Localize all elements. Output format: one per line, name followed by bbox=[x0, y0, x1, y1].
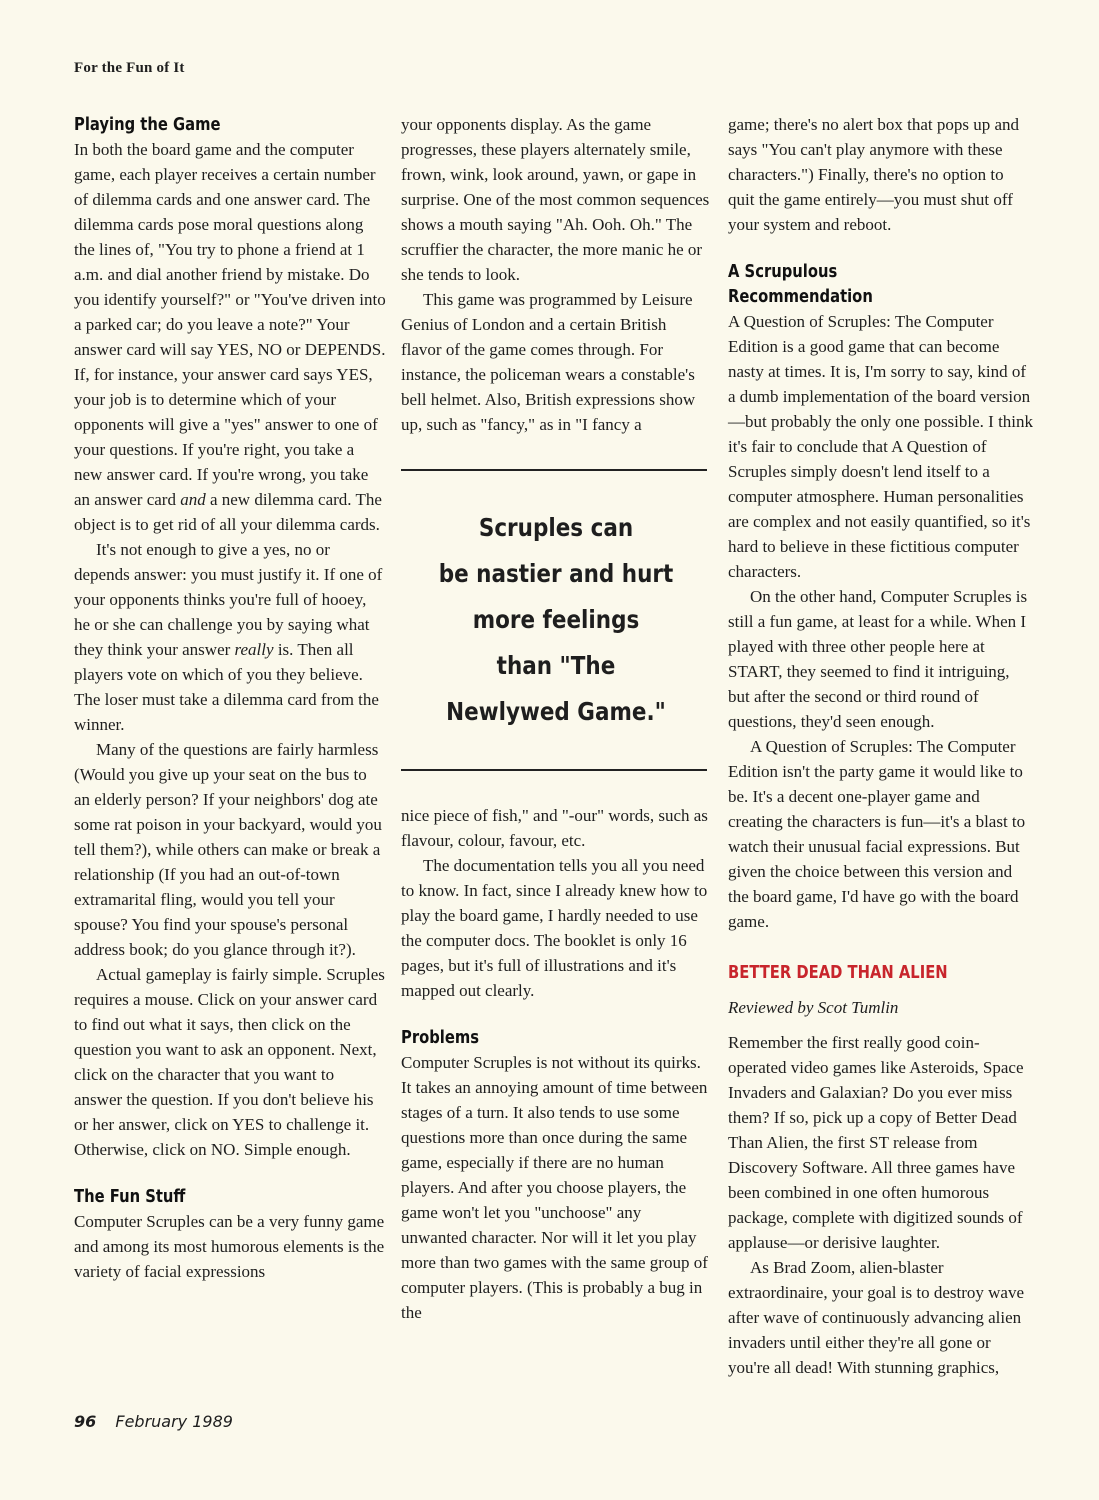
heading-better-dead-than-alien: BETTER DEAD THAN ALIEN bbox=[728, 962, 948, 983]
paragraph: Computer Scruples can be a very funny game and among its most humorous elements is the variety of facial expressions bbox=[74, 1212, 385, 1281]
paragraph: Actual gameplay is fairly simple. Scruples requires a mouse. Click on your answer card to find out what it says, then click on the question you want to ask an opponent. Next, click on the character that you want to answer the question. If you don't believe his or her answer, click on YES to challenge it. Otherwise, click on NO. Simple enough. bbox=[74, 965, 385, 1159]
rule-bottom bbox=[401, 769, 707, 771]
pull-quote-line: Scruples can bbox=[478, 513, 634, 542]
paragraph: The documentation tells you all you need to know. In fact, since I already knew how to play the board game, I hardly needed to use the computer docs. The booklet is only 16 pages, but it's full of illustrations and it's mapped out clearly. bbox=[401, 856, 708, 1000]
paragraph: game; there's no alert box that pops up and says "You can't play anymore with these characters.") Finally, there's no option to quit the game entirely—you must shut off your system and reboot. bbox=[728, 115, 1020, 234]
paragraph: Many of the questions are fairly harmless (Would you give up your seat on the bus to an elderly person? If your neighbors' dog ate some rat poison in your backyard, would you tell them?), while others can make or break a relationship (If you had an out-of-town extramarital fling, would you tell your spouse? You find your spouse's personal address book; do you glance through it?). bbox=[74, 740, 382, 959]
pull-quote-line: Newlywed Game." bbox=[446, 697, 666, 726]
page-number: 96 bbox=[74, 1412, 97, 1431]
paragraph: On the other hand, Computer Scruples is still a fun game, at least for a while. When I played with three other people here at START, they seemed to find it intriguing, but after the second or third round of questions, they'd seen enough. bbox=[728, 587, 1028, 731]
column-3 bbox=[728, 112, 1034, 1380]
paragraph: A Question of Scruples: The Computer Edition isn't the party game it would like to be. It's a decent one-player game and creating the characters is fun—it's a blast to watch their unusual facial expressions. But given the choice between this version and the board game, I'd have go with the board game. bbox=[728, 737, 1026, 931]
paragraph: It's not enough to give a yes, no or depends answer: you must justify it. If one of your opponents thinks you're full of hooey, he or she can challenge you by saying what they think your answer really is. Then all players vote on which of you they believe. The loser must take a dilemma card from the winner. bbox=[74, 540, 383, 734]
paragraph: A Question of Scruples: The Computer Edition is a good game that can become nasty at times. It is, I'm sorry to say, kind of a dumb implementation of the board version—but probably the only one possible. I think it's fair to conclude that A Question of Scruples simply doesn't lend itself to a computer atmosphere. Human personalities are complex and not easily quantified, so it's hard to believe in these fictitious computer characters. bbox=[728, 312, 1034, 581]
paragraph: In both the board game and the computer game, each player receives a certain number of dilemma cards and one answer card. The dilemma cards pose moral questions along the lines of, "You try to phone a friend at 1 a.m. and dial another friend by mistake. Do you identify yourself?" or "You've driven into a parked car; do you leave a note?" Your answer card will say YES, NO or DEPENDS. If, for instance, your answer card says YES, your job is to determine which of your opponents will give a "yes" answer to one of your questions. If you're right, you take a new answer card. If you're wrong, you take an answer card and a new dilemma card. The object is to get rid of all your dilemma cards. bbox=[74, 140, 386, 534]
heading-the-fun-stuff: The Fun Stuff bbox=[74, 1186, 186, 1207]
heading-scrupulous-recommendation: A Scrupulous Recommendation bbox=[728, 261, 873, 307]
heading-problems: Problems bbox=[401, 1027, 480, 1048]
byline: Reviewed by Scot Tumlin bbox=[728, 998, 899, 1017]
issue-date: February 1989 bbox=[115, 1412, 233, 1431]
column-2 bbox=[401, 112, 711, 1325]
column-1 bbox=[74, 112, 386, 1284]
paragraph: As Brad Zoom, alien-blaster extraordinaire, your goal is to destroy wave after wave of continuously advancing alien invaders until either they're all gone or you're all dead! With stunning graphics, bbox=[728, 1258, 1024, 1377]
page-footer bbox=[74, 1412, 233, 1431]
paragraph: Remember the first really good coin-operated video games like Asteroids, Space Invaders and Galaxian? Do you ever miss them? If so, pick up a copy of Better Dead Than Alien, the first ST release from Discovery Software. All three games have been combined in one often humorous package, complete with digitized sounds of applause—or derisive laughter. bbox=[728, 1033, 1024, 1252]
running-head: For the Fun of It bbox=[74, 60, 185, 76]
pull-quote-line: be nastier and hurt bbox=[438, 559, 674, 588]
paragraph: your opponents display. As the game progresses, these players alternately smile, frown, wink, look around, yawn, or gape in surprise. One of the most common sequences shows a mouth saying "Ah. Ooh. Oh." The scruffier the character, the more manic he or she tends to look. bbox=[401, 115, 710, 284]
pull-quote bbox=[401, 469, 711, 771]
paragraph: This game was programmed by Leisure Genius of London and a certain British flavor of the game comes through. For instance, the policeman wears a constable's bell helmet. Also, British expressions show up, such as "fancy," as in "I fancy a bbox=[401, 290, 696, 434]
pull-quote-line: than "The bbox=[496, 651, 616, 680]
paragraph: Computer Scruples is not without its quirks. It takes an annoying amount of time between stages of a turn. It also tends to use some questions more than once during the same game, especially if there are no human players. And after you choose players, the game won't let you "unchoose" any unwanted character. Nor will it let you play more than two games with the same group of computer players. (This is probably a bug in the bbox=[401, 1053, 708, 1322]
pull-quote-line: more feelings bbox=[472, 605, 640, 634]
heading-playing-the-game: Playing the Game bbox=[74, 114, 221, 135]
paragraph: nice piece of fish," and "-our" words, such as flavour, colour, favour, etc. bbox=[401, 806, 708, 850]
